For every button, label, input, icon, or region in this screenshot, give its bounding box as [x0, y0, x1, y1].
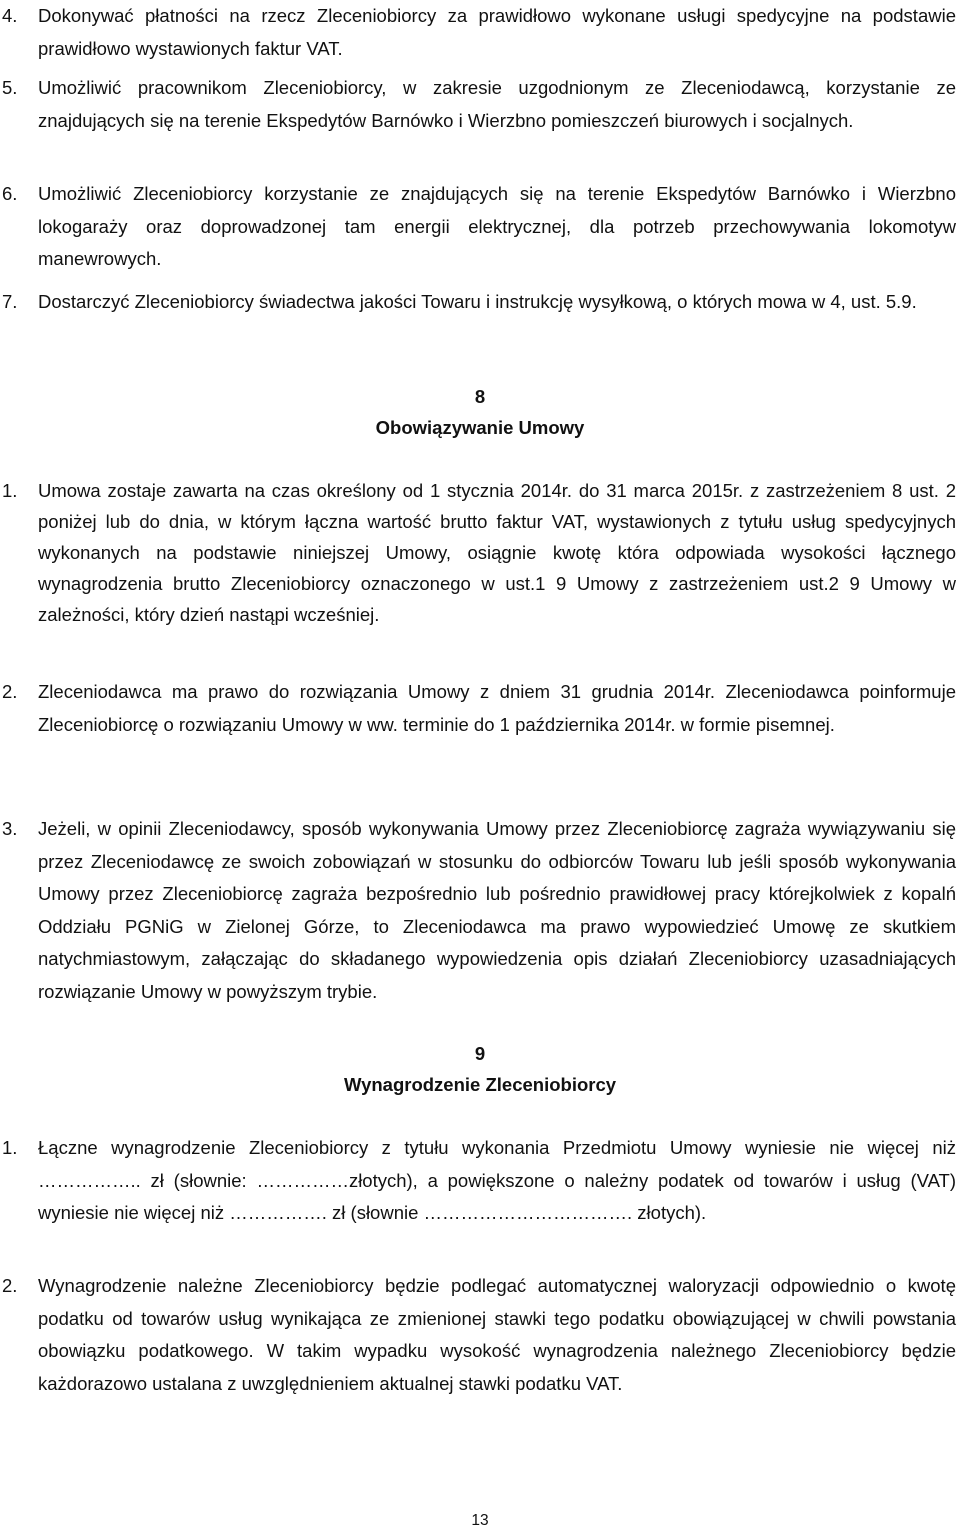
list-item-text: Jeżeli, w opinii Zleceniodawcy, sposób wykonywania Umowy przez Zleceniobiorcę zagraża wywiązywaniu się przez Zleceniodawcę ze swoich zobowiązań w stosunku do odbiorców Towaru lub jeśli sposób wykonywania Umowy przez Zleceniobiorcę zagraża bezpośrednio lub pośrednio prawidłowej pracy którejkolwiek z kopalń Oddziału PGNiG w Zielonej Górze, to Zleceniodawca ma prawo wypowiedzieć Umowę ze skutkiem natychmiastowym, załączając do składanego wypowiedzenia opis działań Zleceniobiorcy uzasadniających rozwiązanie Umowy w powyższym trybie.	[38, 818, 956, 1002]
section-number: 8	[474, 386, 486, 407]
list-item-number: 7.	[2, 291, 18, 312]
section-title: Obowiązywanie Umowy	[375, 417, 585, 438]
list-item-number: 3.	[2, 818, 18, 839]
list-item-number: 2.	[2, 681, 18, 702]
list-item-number: 1.	[2, 480, 18, 501]
list-item-text: Zleceniodawca ma prawo do rozwiązania Umowy z dniem 31 grudnia 2014r. Zleceniodawca poinformuje Zleceniobiorcę o rozwiązaniu Umowy w ww. terminie do 1 października 2014r. w formie pisemnej.	[38, 681, 956, 735]
list-item-text: Dokonywać płatności na rzecz Zleceniobiorcy za prawidłowo wykonane usługi spedycyjne na podstawie prawidłowo wystawionych faktur VAT.	[38, 5, 956, 59]
section-number: 9	[474, 1043, 486, 1064]
list-item-text: Umowa zostaje zawarta na czas określony od 1 stycznia 2014r. do 31 marca 2015r. z zastrzeżeniem 8 ust. 2 poniżej lub do dnia, w którym łączna wartość brutto faktur VAT, wystawionych z tytułu usług spedycyjnych wykonanych na podstawie niniejszej Umowy, osiągnie kwotę która odpowiada wysokości łącznego wynagrodzenia brutto Zleceniobiorcy oznaczonego w ust.1 9 Umowy z zastrzeżeniem ust.2 9 Umowy w zależności, który dzień nastąpi wcześniej.	[38, 480, 956, 625]
list-item-number: 1.	[2, 1137, 18, 1158]
page-number: 13	[471, 1512, 489, 1529]
list-item-text: Łączne wynagrodzenie Zleceniobiorcy z tytułu wykonania Przedmiotu Umowy wyniesie nie więcej niż …………….. zł (słownie: ……………złotych), a powiększone o należny podatek od towarów i usług (VAT) wyniesie nie więcej niż ……………. zł (słownie ……………………………. złotych).	[38, 1137, 956, 1224]
section-title: Wynagrodzenie Zleceniobiorcy	[343, 1074, 617, 1095]
list-item-number: 4.	[2, 5, 18, 26]
list-item-number: 5.	[2, 77, 18, 98]
list-item-number: 6.	[2, 183, 18, 204]
list-item-text: Umożliwić Zleceniobiorcy korzystanie ze znajdujących się na terenie Ekspedytów Barnówko i Wierzbno lokogaraży oraz doprowadzonej tam energii elektrycznej, dla potrzeb przechowywania lokomotyw manewrowych.	[38, 183, 956, 270]
list-item-text: Wynagrodzenie należne Zleceniobiorcy będzie podlegać automatycznej waloryzacji odpowiednio o kwotę podatku od towarów usług wynikająca ze zmienionej stawki tego podatku obowiązującej w chwili powstania obowiązku podatkowego. W takim wypadku wysokość wynagrodzenia należnego Zleceniobiorcy będzie każdorazowo ustalana z uwzględnieniem aktualnej stawki podatku VAT.	[38, 1275, 956, 1394]
list-item-number: 2.	[2, 1275, 18, 1296]
list-item-text: Dostarczyć Zleceniobiorcy świadectwa jakości Towaru i instrukcję wysyłkową, o których mowa w 4, ust. 5.9.	[38, 291, 917, 312]
list-item-text: Umożliwić pracownikom Zleceniobiorcy, w zakresie uzgodnionym ze Zleceniodawcą, korzystanie ze znajdujących się na terenie Ekspedytów Barnówko i Wierzbno pomieszczeń biurowych i socjalnych.	[38, 77, 956, 131]
